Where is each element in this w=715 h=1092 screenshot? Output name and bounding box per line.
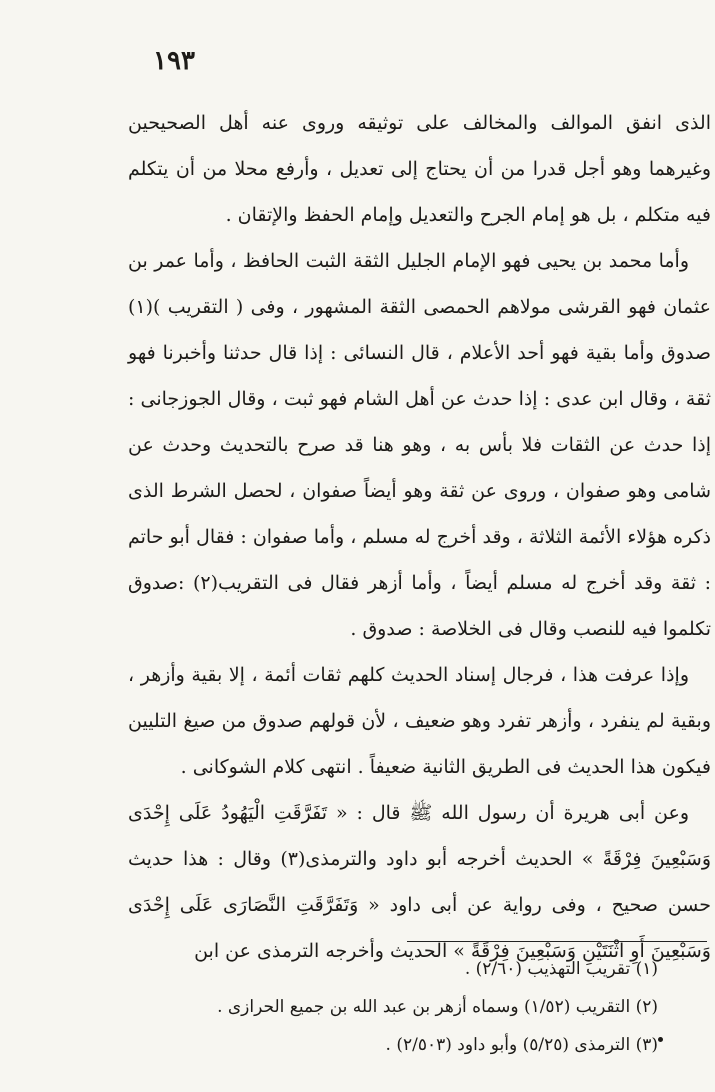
ink-speck xyxy=(658,1037,663,1042)
footnotes xyxy=(150,950,710,1064)
footnote-separator xyxy=(407,941,707,942)
footnote: (٣) الترمذى (٥/٢٥) وأبو داود (٢/٥٠٣) . xyxy=(385,1035,658,1055)
paragraph: وإذا عرفت هذا ، فرجال إسناد الحديث كلهم ثقات أئمة ، إلا بقية وأزهر ، وبقية لم ينفرد ، وأزهر تفرد وهو ضعيف ، لأن قولهم صدوق من صيغ التليين فيكون هذا الحديث فى الطريق الثانية ضعيفاً . انتهى كلام الشوكانى . xyxy=(128,664,711,778)
main-text xyxy=(128,100,711,974)
paragraph: وعن أبى هريرة أن رسول الله ﷺ قال : « تَفَرَّقَتِ الْيَهُودُ عَلَى إِحْدَى وَسَبْعِينَ فِرْقَةً » الحديث أخرجه أبو داود والترمذى(٣) وقال : هذا حديث حسن صحيح ، وفى رواية عن أبى داود « وَتَفَرَّقَتِ النَّصَارَى عَلَى إِحْدَى وَسَبْعِينَ أَوِ اثْنَتَيْنِ وَسَبْعِينَ فِرْقَةً » الحديث وأخرجه الترمذى عن ابن xyxy=(128,802,711,962)
footnote: (٢) التقريب (١/٥٢) وسماه أزهر بن عبد الله بن جميع الحرازى . xyxy=(217,997,658,1017)
paragraph: وأما محمد بن يحيى فهو الإمام الجليل الثقة الثبت الحافظ ، وأما عمر بن عثمان فهو القرشى مولاهم الحمصى الثقة المشهور ، وفى ( التقريب )(١) صدوق وأما بقية فهو أحد الأعلام ، قال النسائى : إذا قال حدثنا وأخبرنا فهو ثقة ، وقال ابن عدى : إذا حدث عن أهل الشام فهو ثبت ، وقال الجوزجانى : إذا حدث عن الثقات فلا بأس به ، وهو هنا قد صرح بالتحديث وحدث عن شامى وهو صفوان ، وروى عن ثقة وهو أيضاً صفوان ، لحصل الشرط الذى ذكره هؤلاء الأئمة الثلاثة ، وقد أخرج له مسلم ، وأما صفوان : فقال أبو حاتم : ثقة وقد أخرج له مسلم أيضاً ، وأما أزهر فقال فى التقريب(٢) :صدوق تكلموا فيه للنصب وقال فى الخلاصة : صدوق . xyxy=(128,250,711,640)
paragraph: الذى انفق الموالف والمخالف على توثيقه وروى عنه أهل الصحيحين وغيرهما وهو أجل قدرا من أن يحتاج إلى تعديل ، وأرفع محلا من أن يتكلم فيه متكلم ، بل هو إمام الجرح والتعديل وإمام الحفظ والإتقان . xyxy=(128,112,711,226)
page-number: ١٩٣ xyxy=(153,46,195,76)
footnote: (١) تقريب التهذيب (٢/٦٠) . xyxy=(464,959,658,979)
